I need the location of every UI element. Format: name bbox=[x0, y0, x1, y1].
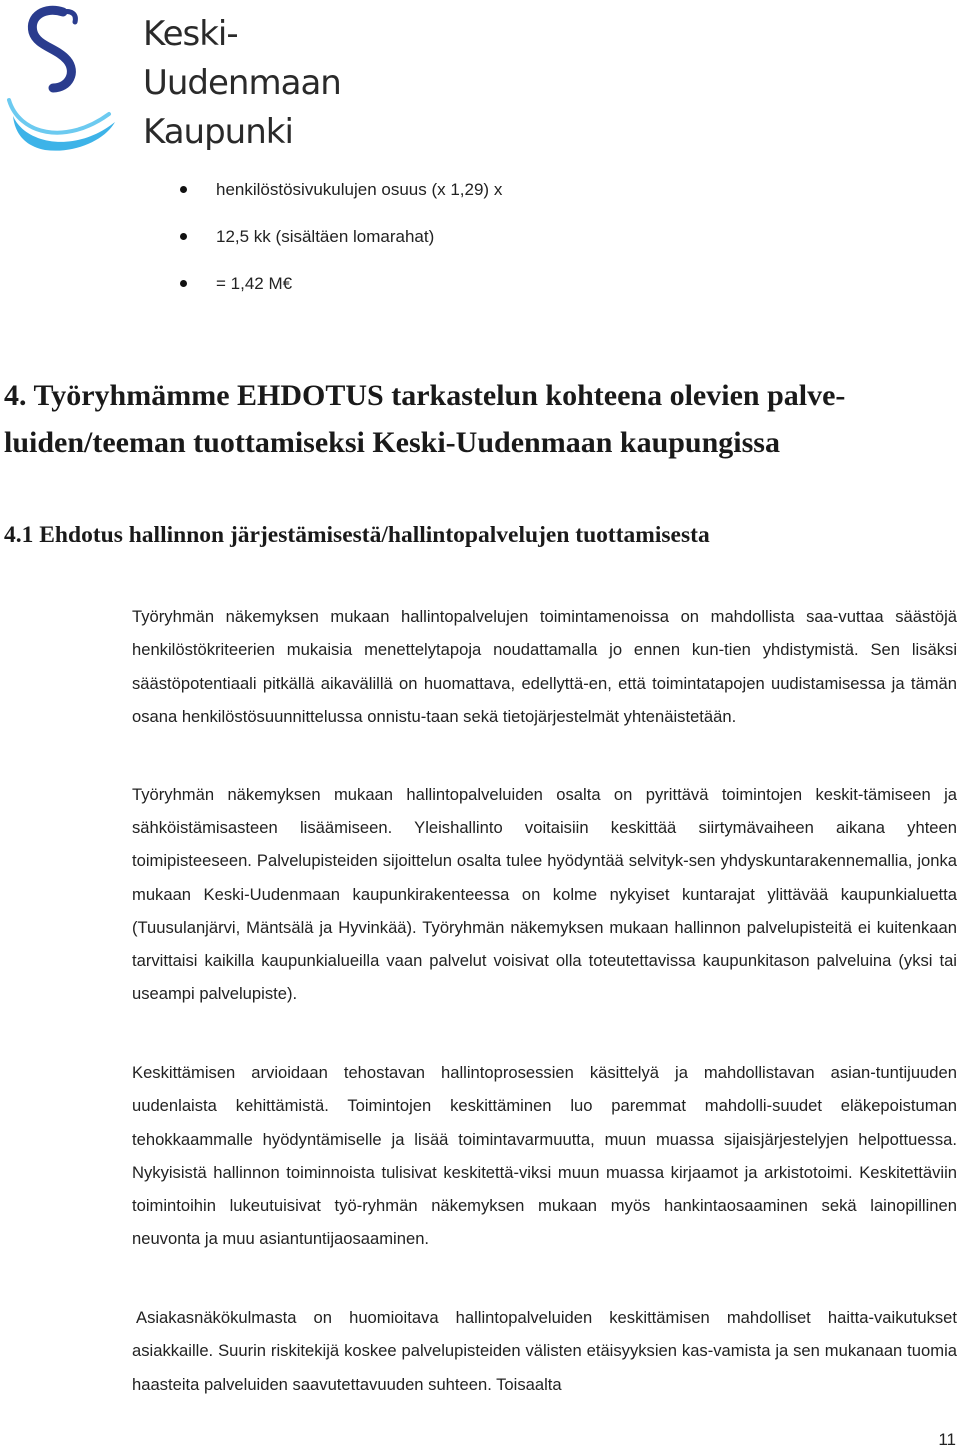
section-heading: 4. Työryhmämme EHDOTUS tarkastelun kohteena olevien palve-luiden/teeman tuottamiseksi Keski-Uudenmaan kaupungissa bbox=[4, 379, 846, 459]
logo-wordmark bbox=[143, 10, 341, 157]
body-paragraph: Työryhmän näkemyksen mukaan hallintopalveluiden osalta on pyrittävä toimintojen keskit-tämiseen ja sähköistämisasteen lisäämiseen. Yleishallinto voitaisiin keskittää siirtymävaiheen aikana yhteen toimipisteeseen. Palvelupisteiden sijoittelun osalta tulee hyödyntää selvityk-sen yhdyskuntarakennemallia, jonka mukaan Keski-Uudenmaan kaupunkirakenteessa on kolme nykyiset kuntarajat ylittävää kaupunkialuetta (Tuusulanjärvi, Mäntsälä ja Hyvinkää). Työryhmän näkemyksen mukaan hallinnon palvelupisteitä ei kuitenkaan tarvittaisi kaikilla kaupunkialueilla vaan palvelut voisivat olla toteutettavissa kaupunkitason palveluina (yksi tai useampi palvelupiste). bbox=[132, 785, 957, 1004]
list-item: henkilöstösivukulujen osuus (x 1,29) x bbox=[178, 178, 502, 202]
logo-line-3: Kaupunki bbox=[143, 112, 293, 152]
city-logo bbox=[5, 4, 341, 154]
body-paragraph: Työryhmän näkemyksen mukaan hallintopalvelujen toimintamenoissa on mahdollista saa-vuttaa säästöjä henkilöstökriteerien mukaisia menettelytapoja noudattamalla jo ennen kun-tien yhdistymistä. Sen lisäksi säästöpotentiaali pitkällä aikavälillä on huomattava, edellyttä-en, että toimintatapojen uudistamisessa ja tämän osana henkilöstösuunnittelussa onnistu-taan sekä tietojärjestelmät yhtenäistetään. bbox=[132, 607, 957, 726]
body-paragraph: Keskittämisen arvioidaan tehostavan hallintoprosessien käsittelyä ja mahdollistavan asian-tuntijuuden uudenlaista kehittämistä. Toimintojen keskittäminen luo paremmat mahdolli-suudet eläkepoistuman tehokkaammalle hyödyntämiselle ja lisää toimintavarmuutta, muun muassa sijaisjärjestelyjen helpottuessa. Nykyisistä hallinnon toiminnoista tulisivat keskitettä-viksi muun muassa kirjaamot ja arkistotoimi. Keskitettäviin toimintoihin lukeutuisivat työ-ryhmän näkemyksen mukaan myös hankintaosaaminen sekä lainopillinen neuvonta ja muu asiantuntijaosaaminen. bbox=[132, 1063, 957, 1249]
subsection-heading: 4.1 Ehdotus hallinnon järjestämisestä/hallintopalvelujen tuottamisesta bbox=[4, 522, 710, 548]
swan-logo-icon bbox=[5, 4, 135, 154]
logo-line-1: Keski- bbox=[143, 14, 238, 54]
logo-line-2: Uudenmaan bbox=[143, 63, 341, 103]
list-item: 12,5 kk (sisältäen lomarahat) bbox=[178, 225, 502, 249]
body-paragraph: Asiakasnäkökulmasta on huomioitava hallintopalveluiden keskittämisen mahdolliset haitta-vaikutukset asiakkaille. Suurin riskitekijä koskee palvelupisteiden välisten etäisyyksien kas-vamista ja sen mukanaan tuomia haasteita palveluiden saavutettavuuden suhteen. Toisaalta bbox=[132, 1308, 957, 1394]
list-item: = 1,42 M€ bbox=[178, 272, 502, 296]
cost-bullet-list bbox=[178, 178, 502, 296]
page-number: 11 bbox=[938, 1430, 956, 1449]
